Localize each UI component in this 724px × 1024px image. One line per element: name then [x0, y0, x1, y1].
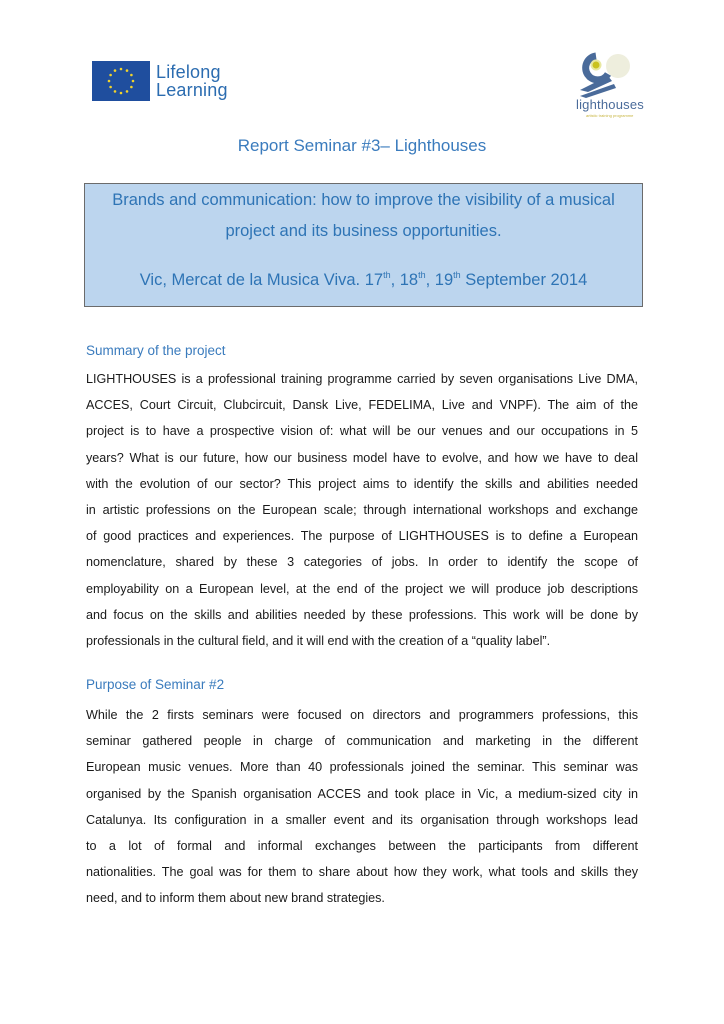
- date-text: September 2014: [460, 271, 588, 289]
- paragraph-line: with the evolution of our sector? This project aims to identify the skills and abilities needed: [86, 476, 638, 491]
- paragraph-line: While the 2 firsts seminars were focused on directors and programmers professions, this: [86, 708, 638, 722]
- section-heading-purpose: Purpose of Seminar #2: [86, 677, 225, 692]
- paragraph-line: of good practices and experiences. The purpose of LIGHTHOUSES is to define a European: [86, 529, 638, 544]
- report-title: Report Seminar #3– Lighthouses: [237, 136, 487, 155]
- eu-flag-icon: [92, 61, 150, 101]
- section-heading-summary: Summary of the project: [86, 343, 226, 358]
- section-paragraph-purpose: [86, 702, 638, 912]
- paragraph-line: LIGHTHOUSES is a professional training programme carried by seven organisations Live DMA,: [86, 372, 638, 386]
- paragraph-line: professionals in the cultural field, and it will end with the creation of a “quality label”.: [86, 634, 551, 649]
- ordinal-suffix: th: [418, 270, 426, 280]
- date-text: Vic, Mercat de la Musica Viva. 17: [139, 271, 384, 289]
- date-text: , 18: [390, 271, 419, 289]
- paragraph-line: in artistic professions on the European scale; through international workshops and exchange: [86, 503, 638, 518]
- paragraph-line: employability on a European level, at the end of the project we will produce job descriptions: [86, 581, 638, 596]
- paragraph-line: nomenclature, shared by these 3 categories of jobs. In order to identify the scope of: [86, 555, 638, 570]
- paragraph-line: ACCES, Court Circuit, Clubcircuit, Dansk Live, FEDELIMA, Live and VNPF). The aim of the: [86, 398, 638, 413]
- paragraph-line: Catalunya. Its configuration in a smaller event and its organisation through workshops lead: [86, 812, 638, 827]
- lighthouses-tagline: artistic training programme: [586, 113, 634, 118]
- paragraph-line: need, and to inform them about new brand strategies.: [86, 891, 385, 906]
- section-paragraph-summary: [86, 366, 638, 654]
- eu-logo-line1: Lifelong: [156, 62, 221, 82]
- paragraph-line: nationalities. The goal was for them to share about how they work, what tools and skills they: [86, 865, 638, 880]
- eu-logo-line2: Learning: [156, 80, 228, 100]
- paragraph-line: to a lot of formal and informal exchanges between the participants from different: [86, 839, 638, 854]
- paragraph-line: years? What is our future, how our business model have to evolve, and how we have to deal: [86, 450, 638, 465]
- paragraph-line: European music venues. More than 40 professionals joined the seminar. This seminar was: [86, 760, 638, 775]
- ordinal-suffix: th: [383, 270, 391, 280]
- seminar-banner: [84, 183, 643, 307]
- banner-date-location: [85, 270, 642, 290]
- paragraph-line: project is to have a prospective vision of: what will be our venues and our occupations in 5: [86, 424, 638, 439]
- lighthouse-icon: [566, 48, 646, 100]
- banner-title-line1: Brands and communication: how to improve the visibility of a musical: [112, 191, 615, 209]
- paragraph-line: organised by the Spanish organisation ACCES and took place in Vic, a medium-sized city in: [86, 786, 638, 801]
- ordinal-suffix: th: [453, 270, 461, 280]
- banner-title-line2: project and its business opportunities.: [225, 222, 502, 240]
- eu-logo-text: [156, 63, 228, 99]
- date-text: , 19: [425, 271, 454, 289]
- lighthouses-wordmark: lighthouses: [576, 97, 644, 112]
- paragraph-line: and focus on the skills and abilities needed by these professions. This work will be done by: [86, 607, 638, 622]
- paragraph-line: seminar gathered people in charge of communication and marketing in the different: [86, 734, 638, 749]
- eu-lifelong-learning-logo: [92, 61, 228, 101]
- lighthouses-logo: [566, 48, 646, 124]
